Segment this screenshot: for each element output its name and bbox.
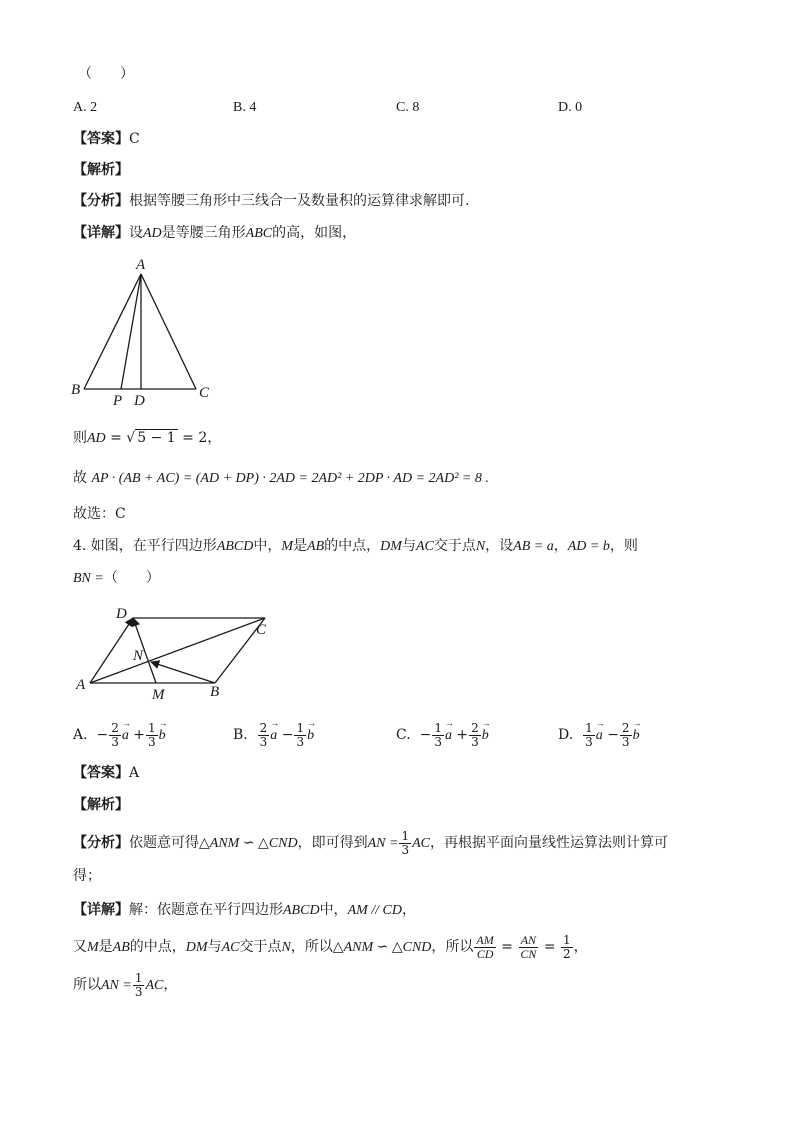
answer-tag: 【答案】 xyxy=(73,131,129,147)
label-c: C xyxy=(199,385,210,401)
q4-fenxi-line: 【分析】依题意可得△ANM ∽ △CND，即可得到AN = $\frac{1}{3}$ AC，再根据平面向量线性运算法则计算可 xyxy=(73,829,668,857)
eq-ad: 则AD = √ 5 − 1 = 2， xyxy=(73,430,222,446)
choice-line: 故选：C xyxy=(73,506,126,522)
vector-ad xyxy=(90,618,133,683)
label-m: M xyxy=(152,687,165,703)
q4-stem-line2: BN =（ ） xyxy=(73,570,160,586)
label-n: N xyxy=(133,648,144,664)
label-a: A xyxy=(76,677,86,693)
label-d: D xyxy=(116,606,127,622)
option-a: A. 2 xyxy=(73,100,98,115)
q4-detail-line3: 所以AN = $\frac{1}{3}$ AC， xyxy=(73,971,178,999)
option-c: C. 8 xyxy=(396,100,420,115)
analysis-heading: 【解析】 xyxy=(73,162,129,178)
label-b: B xyxy=(71,382,81,398)
label-b: B xyxy=(210,684,220,700)
q4-detail-line2: 又M是AB的中点，DM与AC交于点N，所以△ANM ∽ △CND，所以 $\frac{AM}{CD}$ = $\frac{AN}{CN}$ = $\frac{1}{2}$ ， xyxy=(73,933,588,961)
q4-stem: 4. 如图，在平行四边形ABCD中，M是AB的中点，DM与AC交于点N，设AB = a，AD = b，则 xyxy=(73,538,638,554)
label-d: D xyxy=(134,393,145,409)
option-d: D. 0 xyxy=(558,100,583,115)
side-ab xyxy=(84,274,141,389)
label-c: C xyxy=(256,622,267,638)
detail-line: 【详解】设AD是等腰三角形ABC的高，如图， xyxy=(73,225,357,241)
q4-answer-line: 【答案】A xyxy=(73,765,140,781)
q4-option-c: C. − $\frac{1}{3}$ → a + $\frac{2}{3}$ → b xyxy=(396,722,489,748)
q4-option-a: A. − $\frac{2}{3}$ → a + $\frac{1}{3}$ → b xyxy=(73,722,166,748)
segment-ap xyxy=(121,274,141,389)
fenxi-line: 【分析】根据等腰三角形中三线合一及数量积的运算律求解即可. xyxy=(73,193,470,209)
eq-dot-product: 故 AP · (AB + AC) = (AD + DP) · 2AD = 2AD² + 2DP · AD = 2AD² = 8 . xyxy=(73,470,489,486)
parallelogram-figure xyxy=(70,600,280,705)
q4-fenxi-line2: 得； xyxy=(73,868,101,884)
side-ac xyxy=(141,274,196,389)
vector-bn xyxy=(151,662,215,683)
q4-option-d: D. $\frac{1}{3}$ → a − $\frac{2}{3}$ → b xyxy=(558,722,640,748)
diagonal-ac xyxy=(90,618,265,683)
option-b: B. 4 xyxy=(233,100,257,115)
q4-detail-line: 【详解】解：依题意在平行四边形ABCD中，AM // CD， xyxy=(73,902,417,918)
question-paren: （ ） xyxy=(78,66,134,82)
label-a: A xyxy=(136,257,146,273)
answer-line xyxy=(73,131,140,148)
q4-option-b: B. $\frac{2}{3}$ → a − $\frac{1}{3}$ → b xyxy=(233,722,314,748)
label-p: P xyxy=(113,393,123,409)
q4-analysis-heading: 【解析】 xyxy=(73,797,129,813)
triangle-figure xyxy=(66,252,226,412)
answer-value: C xyxy=(129,131,140,147)
